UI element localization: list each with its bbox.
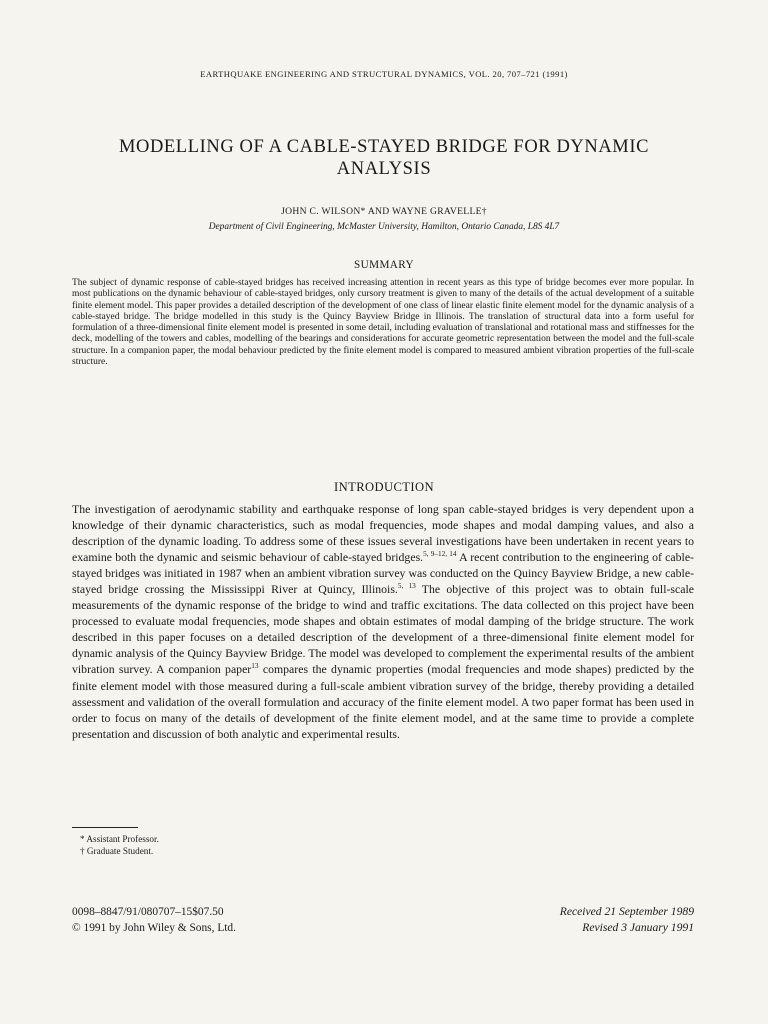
publication-code: 0098–8847/91/080707–15$07.50 <box>72 906 224 918</box>
footnote-assistant-professor: * Assistant Professor. <box>80 834 159 844</box>
footnote-graduate-student: † Graduate Student. <box>80 845 154 856</box>
intro-text-part-4: compares the dynamic properties (modal frequencies and mode shapes) predicted by the finite element model with those measured during a full-scale ambient vibration survey of the bridge, thereby providing a detailed assessment and validation of the overall formulation and accuracy of the finite element model. A two paper format has been used in order to focus on many of the details of development of the finite element model, and at the same time to provide a complete presentation and discussion of both analytic and experimental results. <box>72 662 694 741</box>
paper-title <box>60 136 708 180</box>
summary-paragraph: The subject of dynamic response of cable-stayed bridges has received increasing attention in recent years as this type of bridge becomes ever more popular. In most publications on the dynamic behaviour of cable-stayed bridges, only cursory treatment is given to many of the details of the actual development of a suitable finite element model. This paper provides a detailed description of the development of one class of linear elastic finite element model for the dynamic analysis of a cable-stayed bridge. The bridge modelled in this study is the Quincy Bayview Bridge in Illinois. The translation of structural data into a form useful for formulation of a three-dimensional finite element model is presented in some detail, including evaluation of translational and rotational mass and stiffnesses for the deck, modelling of the towers and cables, modelling of the bearings and considerations for accurate geometric representation between the model and the full-scale structure. In a companion paper, the modal behaviour predicted by the finite element model is compared to measured ambient vibration properties of the full-scale structure. <box>72 278 694 368</box>
received-date: Received 21 September 1989 <box>559 905 694 918</box>
citation-ref-3: 13 <box>251 661 259 671</box>
revised-date: Revised 3 January 1991 <box>582 921 694 934</box>
citation-ref-2: 5, 13 <box>397 581 416 591</box>
title-line-2: ANALYSIS <box>336 159 432 179</box>
copyright-notice: © 1991 by John Wiley & Sons, Ltd. <box>72 922 236 934</box>
publication-info <box>72 904 236 936</box>
title-line-1: MODELLING OF A CABLE-STAYED BRIDGE FOR DYNAMIC <box>118 137 650 157</box>
introduction-paragraph <box>72 501 694 742</box>
intro-text-part-2: A recent contribution to the engineering of cable-stayed bridges was initiated in 1987 when an ambient vibration survey was conducted on the Quincy Bayview Bridge, a new cable-stayed bridge crossing the Mississippi River at Quincy, Illinois. <box>72 550 694 597</box>
author-list: JOHN C. WILSON* AND WAYNE GRAVELLE† <box>281 206 487 217</box>
submission-dates <box>560 904 694 936</box>
footnotes <box>80 834 159 857</box>
affiliation: Department of Civil Engineering, McMaster University, Hamilton, Ontario Canada, L8S 4L7 <box>208 222 560 232</box>
intro-text-part-1: The investigation of aerodynamic stability and earthquake response of long span cable-stayed bridges is very dependent upon a knowledge of their dynamic characteristics, such as modal frequencies, mode shapes and modal damping values, and also a description of the dynamic loading. To address some of these issues several investigations have been undertaken in recent years to examine both the dynamic and seismic behaviour of cable-stayed bridges. <box>72 502 694 565</box>
summary-heading: SUMMARY <box>354 259 414 271</box>
intro-text-part-3: The objective of this project was to obtain full-scale measurements of the dynamic response of the bridge to wind and traffic excitations. The data collected on this project have been processed to evaluate modal frequencies, mode shapes and obtain estimates of modal damping of the bridge structure. The work described in this paper focuses on a detailed description of the development of a three-dimensional finite element model for dynamic analysis of the Quincy Bayview Bridge. The model was developed to complement the experimental results of the ambient vibration survey. A companion paper <box>72 582 694 677</box>
footnote-divider <box>72 827 138 828</box>
introduction-heading: INTRODUCTION <box>334 480 434 494</box>
journal-header: EARTHQUAKE ENGINEERING AND STRUCTURAL DYNAMICS, VOL. 20, 707–721 (1991) <box>200 69 568 79</box>
citation-ref-1: 5, 9–12, 14 <box>423 549 457 559</box>
